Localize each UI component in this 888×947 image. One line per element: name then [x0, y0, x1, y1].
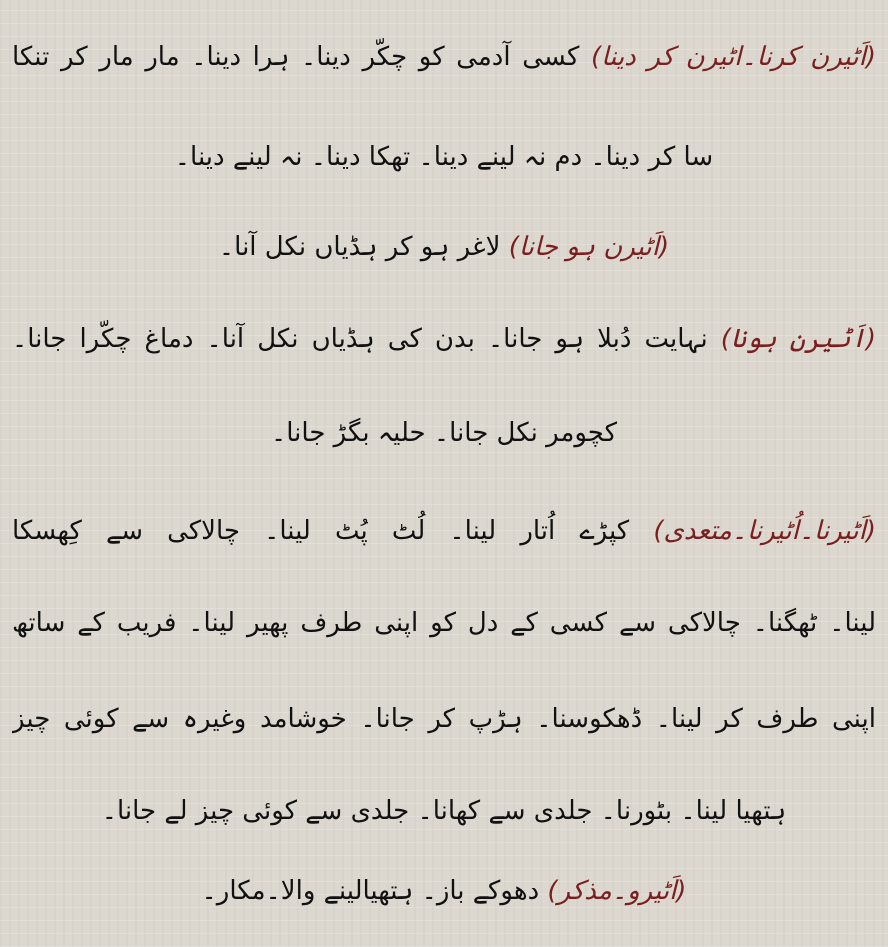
entry-3-line-2 [12, 390, 876, 476]
dictionary-page [12, 14, 876, 934]
entry-heading: (اَٹیرو۔مذکر) [547, 876, 687, 906]
entry-definition: اپنی طرف کر لینا۔ ڈھکوسنا۔ ہڑپ کر جانا۔ خوشامد وغیرہ سے کوئی چیز [12, 704, 876, 734]
entry-4-line-2 [12, 580, 876, 666]
entry-definition: کسی آدمی کو چکّر دینا۔ ہرا دینا۔ مار مار کر تنکا [12, 42, 580, 72]
entry-4-line-3 [12, 676, 876, 762]
entry-definition: لینا۔ ٹھگنا۔ چالاکی سے کسی کے دل کو اپنی طرف پھیر لینا۔ فریب کے ساتھ [12, 608, 876, 638]
entry-1-line-1 [12, 14, 876, 100]
entry-definition: کپڑے اُتار لینا۔ لُٹ پُٹ لینا۔ چالاکی سے کِھسکا [12, 516, 630, 546]
entry-5-line-1 [12, 848, 876, 934]
entry-4-line-4 [12, 768, 876, 854]
entry-definition: کچومر نکل جانا۔ حلیہ بگڑ جانا۔ [271, 418, 617, 448]
entry-heading: (اَٹیرن ہو جانا) [508, 232, 670, 262]
entry-2-line-1 [12, 204, 876, 290]
entry-3-line-1 [12, 296, 876, 382]
entry-4-line-1 [12, 488, 876, 574]
entry-1-line-2 [12, 114, 876, 200]
entry-heading: (اَٹیرن ہونا) [720, 324, 876, 354]
entry-definition: لاغر ہو کر ہڈیاں نکل آنا۔ [218, 232, 501, 262]
entry-definition: ہتھیا لینا۔ بٹورنا۔ جلدی سے کھانا۔ جلدی سے کوئی چیز لے جانا۔ [101, 796, 787, 826]
entry-definition: دھوکے باز۔ ہتھیالینے والا۔مکار۔ [201, 876, 540, 906]
entry-definition: نہایت دُبلا ہو جانا۔ بدن کی ہڈیاں نکل آنا۔ دماغ چکّرا جانا۔ [12, 324, 708, 354]
entry-heading: (اَٹیرن کرنا۔اٹیرن کر دینا) [591, 42, 876, 72]
entry-definition: سا کر دینا۔ دم نہ لینے دینا۔ تھکا دینا۔ نہ لینے دینا۔ [174, 142, 714, 172]
entry-heading: (اَٹیرنا۔اُٹیرنا۔متعدی) [653, 516, 876, 546]
